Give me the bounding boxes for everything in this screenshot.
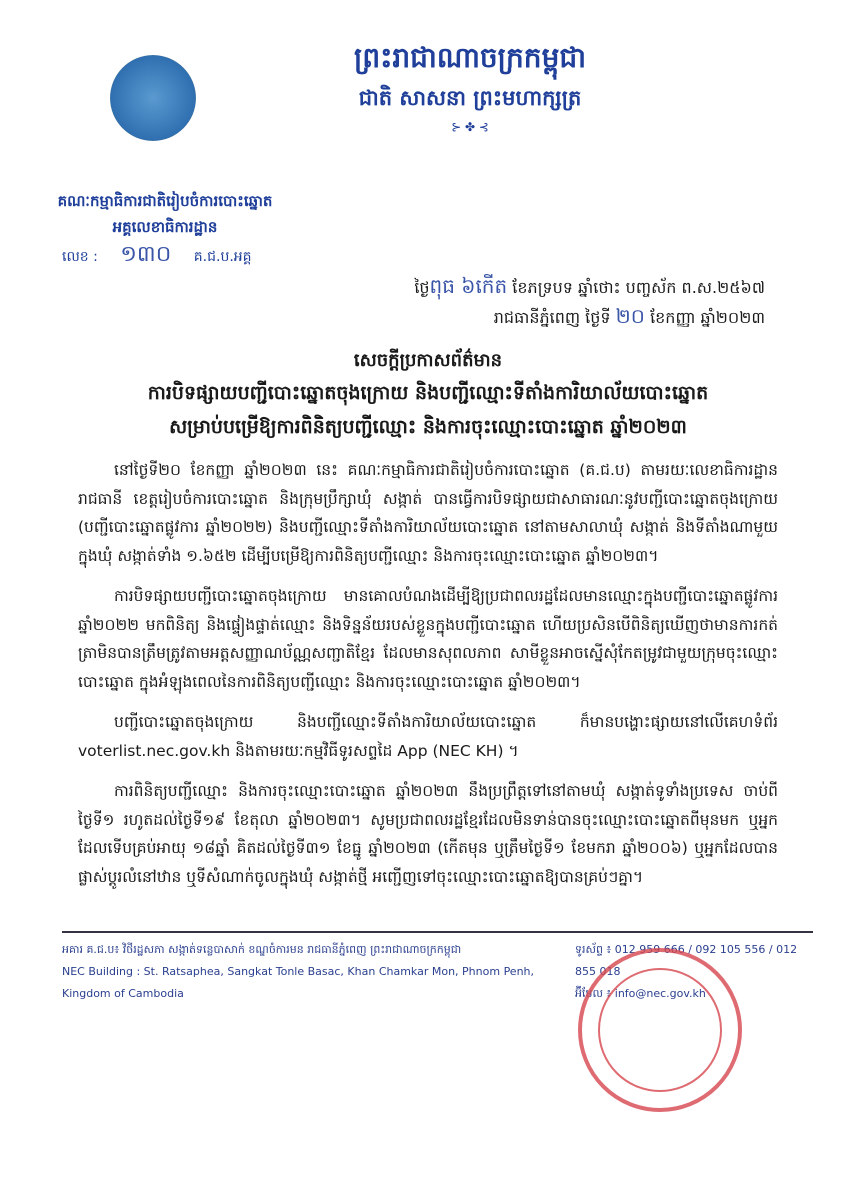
announcement-content: [78, 346, 778, 891]
letterhead: [0, 38, 843, 188]
national-motto: ជាតិ សាសនា ព្រះមហាក្សត្រ: [358, 86, 582, 110]
official-seal-stamp: [578, 948, 742, 1112]
lunar-prefix: ថ្ងៃ: [414, 278, 430, 297]
department-name: អគ្គលេខាធិការដ្ឋាន: [112, 218, 218, 236]
body-paragraph: នៅថ្ងៃទី២០ ខែកញ្ញា ឆ្នាំ២០២៣ នេះ គណៈកម្មាធិការជាតិរៀបចំការបោះឆ្នោត (គ.ជ.ប) តាមរយៈលេខាធិការដ្ឋានរាជធានី ខេត្តរៀបចំការបោះឆ្នោត និងក្រុមប្រឹក្សាឃុំ សង្កាត់ បានធ្វើការបិទផ្សាយជាសាធារណៈនូវបញ្ជីបោះឆ្នោតចុងក្រោយ (បញ្ជីបោះឆ្នោតផ្លូវការ ឆ្នាំ២០២២) និងបញ្ជីឈ្មោះទីតាំងការិយាល័យបោះឆ្នោត នៅតាមសាលាឃុំ សង្កាត់ និងទីតាំងណាមួយក្នុងឃុំ សង្កាត់ទាំង ១.៦៥២ ដើម្បីបម្រើឱ្យការពិនិត្យបញ្ជីឈ្មោះ និងការចុះឈ្មោះបោះឆ្នោត ឆ្នាំ២០២៣។: [78, 461, 778, 565]
footer-phone: ទូរស័ព្ទ ៖ 012 959 666 / 092 105 556 / 012 855 018: [575, 943, 798, 978]
solar-date: [300, 302, 765, 332]
kingdom-heading: ព្រះរាជាណាចក្រកម្ពុជា: [353, 41, 586, 74]
kingdom-block: [290, 38, 650, 136]
ref-label: លេខ :: [62, 249, 98, 265]
lunar-date: [300, 272, 765, 302]
body-paragraph: បញ្ជីបោះឆ្នោតចុងក្រោយ និងបញ្ជីឈ្មោះទីតាំងការិយាល័យបោះឆ្នោត ក៏មានបង្ហោះផ្សាយនៅលើគេហទំព័រ voterlist.nec.gov.kh និងតាមរយៈកម្មវិធីទូរសព្ទដៃ App (NEC KH) ។: [78, 713, 778, 760]
solar-rest: ខែកញ្ញា ឆ្នាំ២០២៣: [650, 308, 765, 327]
ref-number: ១៣០: [120, 242, 172, 267]
body-paragraph: ការបិទផ្សាយបញ្ជីបោះឆ្នោតចុងក្រោយ មានគោលបំណងដើម្បីឱ្យប្រជាពលរដ្ឋដែលមានឈ្មោះក្នុងបញ្ជីបោះឆ្នោតផ្លូវការ ឆ្នាំ២០២២ មកពិនិត្យ និងផ្ទៀងផ្ទាត់ឈ្មោះ និងទិន្នន័យរបស់ខ្លួនក្នុងបញ្ជីបោះឆ្នោត ហើយប្រសិនបើពិនិត្យឃើញថាមានការកត់ត្រាមិនបានត្រឹមត្រូវតាមអត្តសញ្ញាណប័ណ្ណសញ្ជាតិខ្មែរ ដែលមានសុពលភាព សាមីខ្លួនអាចស្នើសុំកែតម្រូវជាមួយក្រុមចុះឈ្មោះបោះឆ្នោត ក្នុងអំឡុងពេលនៃការពិនិត្យបញ្ជីឈ្មោះ និងការចុះឈ្មោះបោះឆ្នោត ឆ្នាំ២០២៣។: [78, 587, 778, 691]
ref-suffix: គ.ជ.ប.អគ្គ: [193, 249, 252, 265]
announcement-subtitle-1: ការបិទផ្សាយបញ្ជីបោះឆ្នោតចុងក្រោយ និងបញ្ជីឈ្មោះទីតាំងការិយាល័យបោះឆ្នោត: [147, 382, 709, 404]
footer-address-en: NEC Building : St. Ratsaphea, Sangkat Tonle Basac, Khan Chamkar Mon, Phnom Penh, Kingdom of Cambodia: [62, 965, 535, 1000]
announcement-subtitle-2: សម្រាប់បម្រើឱ្យការពិនិត្យបញ្ជីឈ្មោះ និងការចុះឈ្មោះបោះឆ្នោត ឆ្នាំ២០២៣: [169, 416, 687, 438]
nec-logo: [110, 55, 196, 141]
solar-day: ២០: [615, 304, 645, 328]
reference-number: [62, 240, 843, 272]
ornament-divider: ⊱ ✤ ⊰: [451, 120, 489, 134]
announcement-title: សេចក្តីប្រកាសព័ត៌មាន: [353, 350, 503, 371]
footer-email: អ៊ីមែល ៖ info@nec.gov.kh: [575, 987, 706, 1000]
lunar-day: ពុធ ៦កើត: [429, 274, 508, 298]
lunar-rest: ខែភទ្របទ ឆ្នាំថោះ បញ្ចស័ក ព.ស.២៥៦៧: [512, 278, 765, 297]
organization-block: [0, 188, 330, 240]
organization-name: គណៈកម្មាធិការជាតិរៀបចំការបោះឆ្នោត: [57, 192, 273, 210]
solar-prefix: រាជធានីភ្នំពេញ ថ្ងៃទី: [493, 308, 611, 327]
body-paragraph: ការពិនិត្យបញ្ជីឈ្មោះ និងការចុះឈ្មោះបោះឆ្នោត ឆ្នាំ២០២៣ នឹងប្រព្រឹត្តទៅនៅតាមឃុំ សង្កាត់ទូទាំងប្រទេស ចាប់ពីថ្ងៃទី១ រហូតដល់ថ្ងៃទី១៩ ខែតុលា ឆ្នាំ២០២៣។ សូមប្រជាពលរដ្ឋខ្មែរដែលមិនទាន់បានចុះឈ្មោះបោះឆ្នោតពីមុនមក ឬអ្នកដែលទើបគ្រប់អាយុ ១៨ឆ្នាំ គិតដល់ថ្ងៃទី៣១ ខែធ្នូ ឆ្នាំ២០២៣ (កើតមុន ឬត្រឹមថ្ងៃទី១ ខែមករា ឆ្នាំ២០០៦) ឬអ្នកដែលបានផ្លាស់ប្តូរលំនៅឋាន ឬទីសំណាក់ចូលក្នុងឃុំ សង្កាត់ថ្មី អញ្ជើញទៅចុះឈ្មោះបោះឆ្នោតឱ្យបានគ្រប់ៗគ្នា។: [78, 782, 778, 886]
footer-address-km: អគារ គ.ជ.ប៖ វិថីរដ្ឋសភា សង្កាត់ទន្លេបាសាក់ ខណ្ឌចំការមន រាជធានីភ្នំពេញ ព្រះរាជាណាចក្រកម្ពុជា: [62, 943, 462, 956]
